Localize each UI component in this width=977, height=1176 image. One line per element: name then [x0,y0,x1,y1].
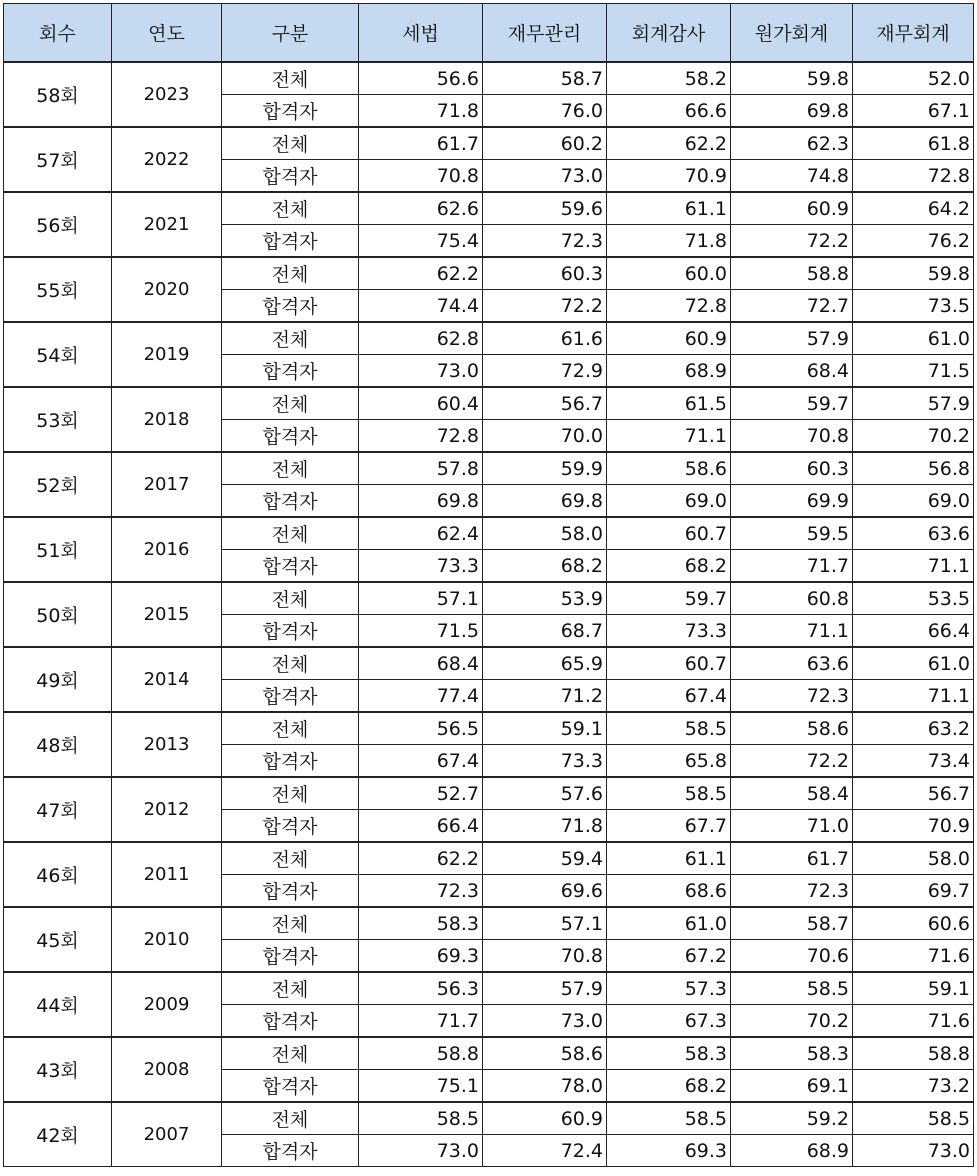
score-cell: 59.7 [731,387,853,420]
score-cell: 72.8 [607,290,731,323]
category-cell: 전체 [222,387,359,420]
score-cell: 67.4 [359,745,483,778]
year-cell: 2020 [112,257,222,322]
score-cell: 62.6 [359,192,483,225]
score-cell: 61.0 [853,647,974,680]
table-row [4,1102,974,1135]
year-cell: 2010 [112,907,222,972]
score-cell: 58.0 [853,842,974,875]
year-cell: 2008 [112,1037,222,1102]
score-table [3,3,974,1167]
score-cell: 72.3 [359,875,483,908]
score-cell: 59.8 [731,62,853,95]
score-cell: 59.2 [731,1102,853,1135]
score-cell: 62.2 [359,842,483,875]
score-cell: 58.3 [731,1037,853,1070]
score-cell: 59.6 [483,192,607,225]
column-header: 재무회계 [853,4,974,63]
round-cell: 42회 [4,1102,112,1167]
category-cell: 합격자 [222,485,359,518]
column-header: 재무관리 [483,4,607,63]
score-cell: 75.4 [359,225,483,258]
score-cell: 72.7 [731,290,853,323]
score-cell: 69.8 [359,485,483,518]
category-cell: 합격자 [222,225,359,258]
round-cell: 55회 [4,257,112,322]
score-cell: 69.3 [607,1135,731,1167]
score-cell: 59.5 [731,517,853,550]
table-row [4,1037,974,1070]
category-cell: 전체 [222,582,359,615]
category-cell: 합격자 [222,1005,359,1038]
score-cell: 71.7 [731,550,853,583]
score-cell: 73.0 [853,1135,974,1167]
category-cell: 합격자 [222,1135,359,1167]
table-row [4,647,974,680]
score-cell: 68.4 [731,355,853,388]
score-cell: 73.0 [483,160,607,193]
year-cell: 2017 [112,452,222,517]
table-row [4,257,974,290]
category-cell: 합격자 [222,160,359,193]
year-cell: 2007 [112,1102,222,1167]
score-cell: 57.3 [607,972,731,1005]
score-cell: 72.8 [359,420,483,453]
score-cell: 58.8 [359,1037,483,1070]
score-cell: 71.1 [607,420,731,453]
score-cell: 65.8 [607,745,731,778]
round-cell: 53회 [4,387,112,452]
score-cell: 71.7 [359,1005,483,1038]
score-cell: 69.3 [359,940,483,973]
round-cell: 56회 [4,192,112,257]
score-cell: 68.4 [359,647,483,680]
category-cell: 전체 [222,452,359,485]
score-cell: 77.4 [359,680,483,713]
score-cell: 67.3 [607,1005,731,1038]
table-row [4,907,974,940]
score-cell: 67.1 [853,95,974,128]
score-cell: 68.7 [483,615,607,648]
category-cell: 합격자 [222,810,359,843]
score-cell: 73.4 [853,745,974,778]
score-cell: 58.5 [853,1102,974,1135]
score-cell: 57.8 [359,452,483,485]
score-cell: 68.2 [607,550,731,583]
score-cell: 58.3 [607,1037,731,1070]
score-cell: 53.5 [853,582,974,615]
category-cell: 합격자 [222,1070,359,1103]
score-cell: 72.9 [483,355,607,388]
score-cell: 69.6 [483,875,607,908]
score-cell: 60.7 [607,517,731,550]
score-cell: 72.3 [731,875,853,908]
score-cell: 60.0 [607,257,731,290]
table-row [4,842,974,875]
score-cell: 70.6 [731,940,853,973]
score-cell: 58.2 [607,62,731,95]
score-cell: 62.3 [731,127,853,160]
score-cell: 58.5 [359,1102,483,1135]
score-cell: 68.6 [607,875,731,908]
score-cell: 69.7 [853,875,974,908]
score-cell: 60.3 [731,452,853,485]
score-cell: 56.6 [359,62,483,95]
score-cell: 60.9 [607,322,731,355]
score-cell: 72.4 [483,1135,607,1167]
score-cell: 58.0 [483,517,607,550]
score-cell: 66.6 [607,95,731,128]
score-cell: 58.8 [853,1037,974,1070]
score-cell: 69.1 [731,1070,853,1103]
score-cell: 69.8 [731,95,853,128]
score-cell: 73.0 [359,1135,483,1167]
score-cell: 73.3 [483,745,607,778]
year-cell: 2021 [112,192,222,257]
score-cell: 71.2 [483,680,607,713]
score-cell: 59.9 [483,452,607,485]
category-cell: 합격자 [222,420,359,453]
category-cell: 합격자 [222,290,359,323]
score-cell: 63.2 [853,712,974,745]
score-cell: 61.1 [607,842,731,875]
category-cell: 전체 [222,712,359,745]
category-cell: 전체 [222,517,359,550]
score-cell: 59.7 [607,582,731,615]
score-cell: 58.5 [607,1102,731,1135]
table-header [4,4,974,63]
score-cell: 71.1 [731,615,853,648]
score-cell: 71.6 [853,940,974,973]
category-cell: 합격자 [222,615,359,648]
score-cell: 70.8 [483,940,607,973]
score-cell: 57.9 [483,972,607,1005]
table-row [4,127,974,160]
score-cell: 58.6 [483,1037,607,1070]
score-cell: 63.6 [731,647,853,680]
score-cell: 58.6 [607,452,731,485]
score-cell: 62.2 [359,257,483,290]
category-cell: 전체 [222,1102,359,1135]
score-cell: 57.1 [359,582,483,615]
category-cell: 전체 [222,127,359,160]
score-cell: 73.3 [359,550,483,583]
category-cell: 전체 [222,777,359,810]
score-cell: 66.4 [359,810,483,843]
category-cell: 전체 [222,322,359,355]
category-cell: 합격자 [222,95,359,128]
table-row [4,972,974,1005]
score-cell: 58.7 [483,62,607,95]
category-cell: 전체 [222,62,359,95]
score-cell: 59.8 [853,257,974,290]
score-cell: 71.0 [731,810,853,843]
score-cell: 71.8 [483,810,607,843]
score-cell: 60.8 [731,582,853,615]
score-cell: 73.0 [483,1005,607,1038]
score-cell: 64.2 [853,192,974,225]
category-cell: 합격자 [222,745,359,778]
category-cell: 전체 [222,647,359,680]
score-cell: 61.6 [483,322,607,355]
score-cell: 70.8 [359,160,483,193]
score-cell: 72.2 [483,290,607,323]
score-cell: 60.6 [853,907,974,940]
round-cell: 51회 [4,517,112,582]
score-cell: 52.7 [359,777,483,810]
score-cell: 71.1 [853,680,974,713]
score-cell: 59.4 [483,842,607,875]
score-cell: 61.5 [607,387,731,420]
score-cell: 73.0 [359,355,483,388]
category-cell: 합격자 [222,550,359,583]
score-cell: 56.3 [359,972,483,1005]
year-cell: 2012 [112,777,222,842]
score-cell: 78.0 [483,1070,607,1103]
round-cell: 49회 [4,647,112,712]
score-cell: 58.8 [731,257,853,290]
year-cell: 2015 [112,582,222,647]
category-cell: 합격자 [222,875,359,908]
score-cell: 71.1 [853,550,974,583]
column-header: 세법 [359,4,483,63]
score-cell: 56.7 [483,387,607,420]
score-cell: 63.6 [853,517,974,550]
round-cell: 44회 [4,972,112,1037]
column-header: 회수 [4,4,112,63]
score-cell: 70.8 [731,420,853,453]
score-cell: 57.9 [853,387,974,420]
score-cell: 72.3 [731,680,853,713]
score-cell: 70.9 [853,810,974,843]
score-cell: 60.4 [359,387,483,420]
score-cell: 75.1 [359,1070,483,1103]
year-cell: 2014 [112,647,222,712]
table-row [4,192,974,225]
round-cell: 47회 [4,777,112,842]
column-header: 원가회계 [731,4,853,63]
score-cell: 57.1 [483,907,607,940]
score-cell: 68.9 [607,355,731,388]
score-cell: 57.6 [483,777,607,810]
category-cell: 전체 [222,842,359,875]
category-cell: 합격자 [222,680,359,713]
score-cell: 67.2 [607,940,731,973]
year-cell: 2016 [112,517,222,582]
score-cell: 70.9 [607,160,731,193]
score-cell: 73.3 [607,615,731,648]
score-cell: 68.2 [483,550,607,583]
score-cell: 74.8 [731,160,853,193]
score-cell: 67.7 [607,810,731,843]
score-cell: 65.9 [483,647,607,680]
score-cell: 68.9 [731,1135,853,1167]
category-cell: 합격자 [222,940,359,973]
round-cell: 46회 [4,842,112,907]
score-cell: 61.1 [607,192,731,225]
year-cell: 2011 [112,842,222,907]
score-cell: 61.0 [607,907,731,940]
round-cell: 50회 [4,582,112,647]
score-cell: 70.2 [731,1005,853,1038]
score-cell: 56.5 [359,712,483,745]
table-row [4,777,974,810]
category-cell: 전체 [222,192,359,225]
score-cell: 74.4 [359,290,483,323]
score-cell: 70.2 [853,420,974,453]
score-cell: 58.3 [359,907,483,940]
category-cell: 전체 [222,907,359,940]
score-cell: 68.2 [607,1070,731,1103]
score-cell: 71.8 [607,225,731,258]
score-cell: 53.9 [483,582,607,615]
score-cell: 58.5 [607,712,731,745]
score-cell: 62.2 [607,127,731,160]
round-cell: 57회 [4,127,112,192]
score-cell: 62.4 [359,517,483,550]
score-cell: 58.7 [731,907,853,940]
score-cell: 69.0 [607,485,731,518]
round-cell: 45회 [4,907,112,972]
score-cell: 58.6 [731,712,853,745]
score-cell: 61.7 [731,842,853,875]
round-cell: 58회 [4,62,112,127]
score-cell: 60.3 [483,257,607,290]
score-cell: 60.7 [607,647,731,680]
score-cell: 60.2 [483,127,607,160]
round-cell: 43회 [4,1037,112,1102]
column-header: 회계감사 [607,4,731,63]
category-cell: 합격자 [222,355,359,388]
score-cell: 69.9 [731,485,853,518]
year-cell: 2022 [112,127,222,192]
score-cell: 72.2 [731,745,853,778]
table-row [4,517,974,550]
table-row [4,712,974,745]
score-cell: 66.4 [853,615,974,648]
score-cell: 58.4 [731,777,853,810]
table-row [4,322,974,355]
score-cell: 72.8 [853,160,974,193]
score-cell: 67.4 [607,680,731,713]
score-cell: 60.9 [731,192,853,225]
category-cell: 전체 [222,972,359,1005]
score-cell: 72.3 [483,225,607,258]
column-header: 구분 [222,4,359,63]
table-row [4,62,974,95]
score-cell: 71.6 [853,1005,974,1038]
score-cell: 61.0 [853,322,974,355]
score-cell: 69.0 [853,485,974,518]
score-cell: 72.2 [731,225,853,258]
score-cell: 71.8 [359,95,483,128]
round-cell: 52회 [4,452,112,517]
year-cell: 2018 [112,387,222,452]
table-row [4,452,974,485]
score-cell: 57.9 [731,322,853,355]
year-cell: 2013 [112,712,222,777]
score-cell: 52.0 [853,62,974,95]
score-cell: 76.0 [483,95,607,128]
score-cell: 56.7 [853,777,974,810]
score-cell: 62.8 [359,322,483,355]
score-cell: 61.8 [853,127,974,160]
score-cell: 58.5 [607,777,731,810]
score-cell: 56.8 [853,452,974,485]
score-cell: 69.8 [483,485,607,518]
score-cell: 70.0 [483,420,607,453]
score-cell: 60.9 [483,1102,607,1135]
table-row [4,582,974,615]
round-cell: 54회 [4,322,112,387]
round-cell: 48회 [4,712,112,777]
score-cell: 59.1 [853,972,974,1005]
year-cell: 2023 [112,62,222,127]
year-cell: 2019 [112,322,222,387]
category-cell: 전체 [222,1037,359,1070]
score-cell: 58.5 [731,972,853,1005]
year-cell: 2009 [112,972,222,1037]
score-cell: 71.5 [359,615,483,648]
score-cell: 76.2 [853,225,974,258]
column-header: 연도 [112,4,222,63]
score-cell: 73.2 [853,1070,974,1103]
table-row [4,387,974,420]
table-body [4,62,974,1167]
score-cell: 61.7 [359,127,483,160]
score-cell: 59.1 [483,712,607,745]
score-cell: 71.5 [853,355,974,388]
category-cell: 전체 [222,257,359,290]
score-cell: 73.5 [853,290,974,323]
